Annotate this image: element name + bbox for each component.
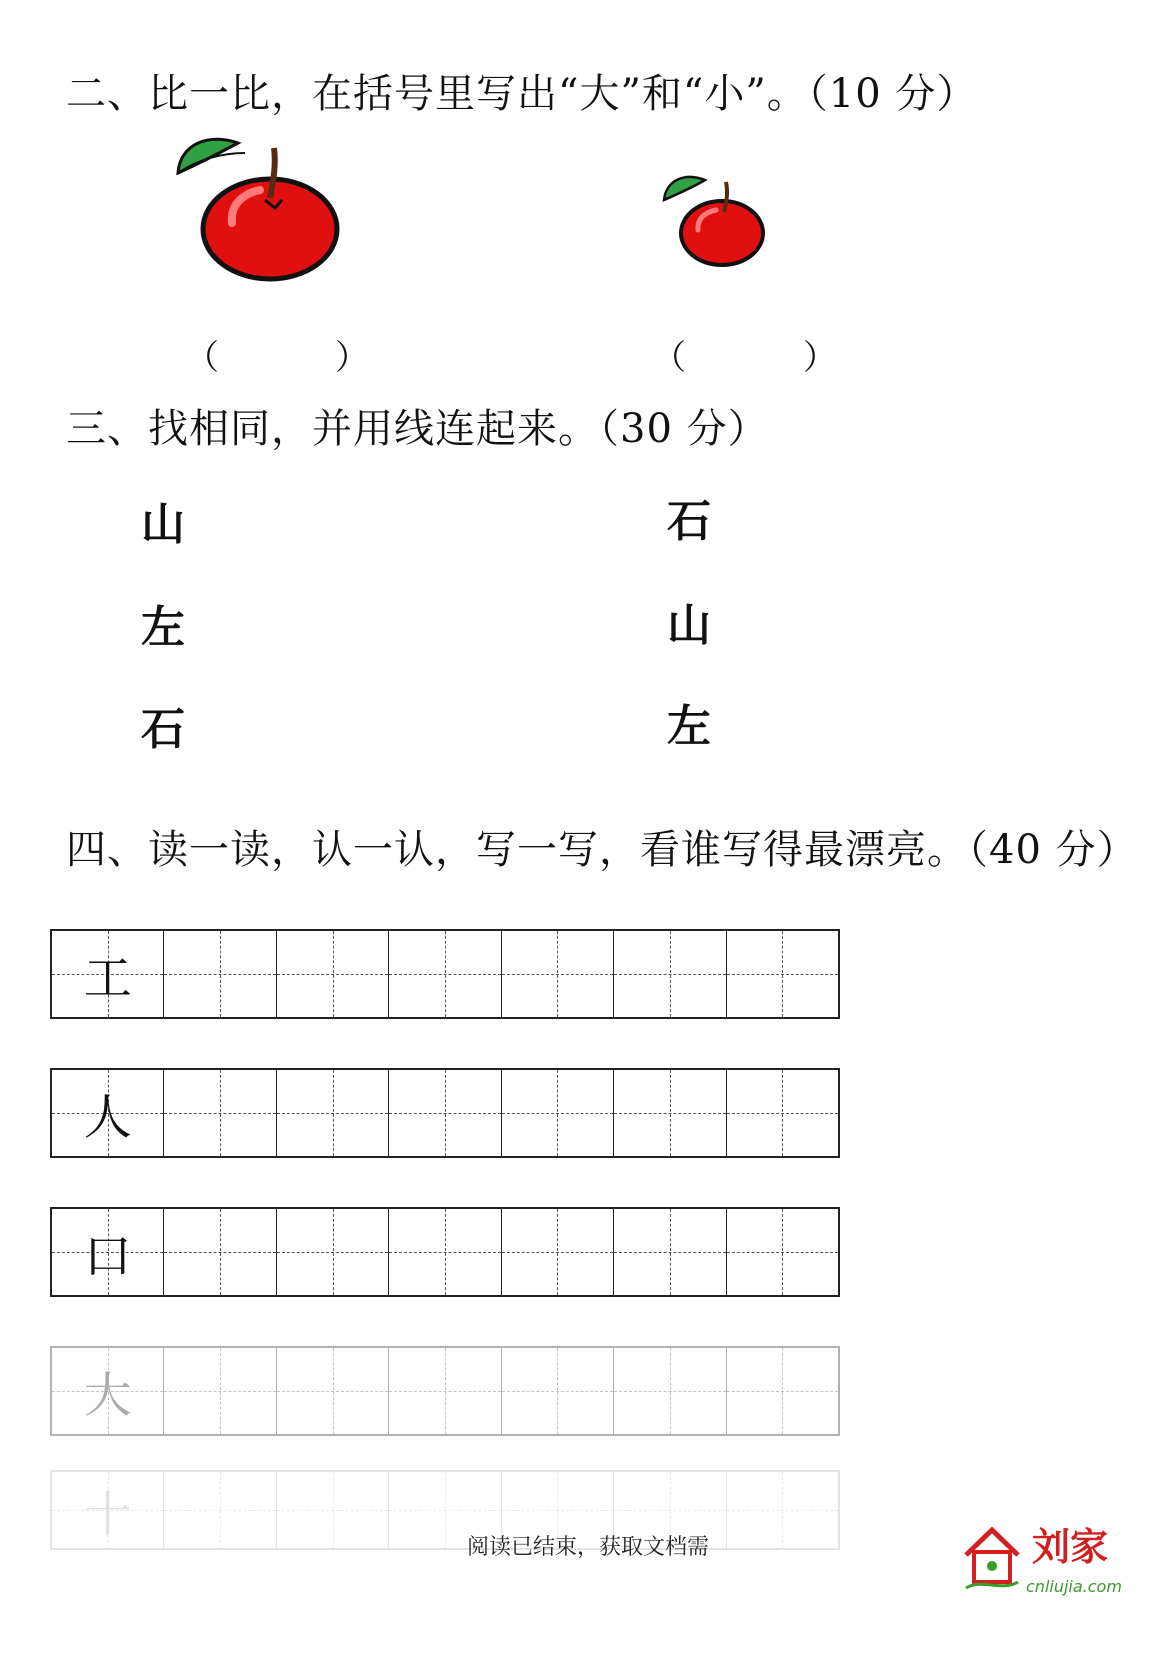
right-char: 石 <box>667 496 711 547</box>
model-char: 大 <box>83 1367 132 1424</box>
writing-cell[interactable] <box>164 931 276 1017</box>
writing-cell-model[interactable] <box>52 1070 164 1156</box>
writing-cell[interactable] <box>614 1070 726 1156</box>
writing-cell[interactable] <box>727 1348 838 1434</box>
small-apple-answer-open-paren: （ <box>652 338 686 378</box>
writing-grid-row <box>50 1207 840 1297</box>
writing-cell-model[interactable] <box>52 1209 164 1295</box>
writing-cell[interactable] <box>727 1070 838 1156</box>
logo-text: 刘家 <box>1032 1524 1109 1569</box>
left-char: 左 <box>141 602 185 653</box>
right-char: 山 <box>667 600 711 651</box>
writing-cell[interactable] <box>277 931 389 1017</box>
writing-cell[interactable] <box>277 1070 389 1156</box>
writing-cell[interactable] <box>277 1348 389 1434</box>
logo-site: cnliujia.com <box>1026 1577 1122 1596</box>
model-char: 十 <box>83 1486 132 1543</box>
left-char: 山 <box>141 499 185 550</box>
model-char: 口 <box>83 1228 132 1285</box>
writing-cell[interactable] <box>614 1209 726 1295</box>
writing-cell[interactable] <box>502 1070 614 1156</box>
writing-cell[interactable] <box>502 1209 614 1295</box>
section-2-heading: 二、比一比，在括号里写出“大”和“小”。（10 分） <box>66 71 978 117</box>
section-3-heading: 三、找相同，并用线连起来。（30 分） <box>66 406 769 452</box>
writing-cell[interactable] <box>502 931 614 1017</box>
small-apple-answer-close-paren: ） <box>803 338 837 378</box>
model-char: 人 <box>83 1089 132 1146</box>
writing-cell[interactable] <box>164 1209 276 1295</box>
writing-cell[interactable] <box>164 1070 276 1156</box>
writing-cell[interactable] <box>164 1348 276 1434</box>
big-apple-answer-open-paren: （ <box>185 338 219 378</box>
writing-cell[interactable] <box>389 1209 501 1295</box>
writing-grid-row <box>50 1346 840 1436</box>
right-char: 左 <box>667 701 711 752</box>
writing-grid-row <box>50 1068 840 1158</box>
writing-cell[interactable] <box>389 1070 501 1156</box>
writing-cell-model[interactable] <box>52 1348 164 1434</box>
section-4-heading: 四、读一读，认一认，写一写，看谁写得最漂亮。（40 分） <box>66 827 1138 873</box>
big-apple-answer-close-paren: ） <box>335 338 369 378</box>
big-apple-image <box>170 128 350 283</box>
small-apple-image <box>660 170 770 270</box>
read-end-notice[interactable]: 阅读已结束，获取文档需 <box>466 1535 709 1560</box>
writing-cell-model[interactable] <box>52 931 164 1017</box>
writing-cell[interactable] <box>614 1348 726 1434</box>
writing-cell[interactable] <box>727 1209 838 1295</box>
writing-cell[interactable] <box>389 931 501 1017</box>
writing-cell[interactable] <box>277 1209 389 1295</box>
site-logo[interactable] <box>962 1500 1176 1663</box>
writing-cell[interactable] <box>614 931 726 1017</box>
writing-cell[interactable] <box>502 1348 614 1434</box>
writing-cell[interactable] <box>727 931 838 1017</box>
writing-grid-row <box>50 929 840 1019</box>
writing-cell[interactable] <box>389 1348 501 1434</box>
left-char: 石 <box>141 704 185 755</box>
model-char: 工 <box>83 950 132 1007</box>
